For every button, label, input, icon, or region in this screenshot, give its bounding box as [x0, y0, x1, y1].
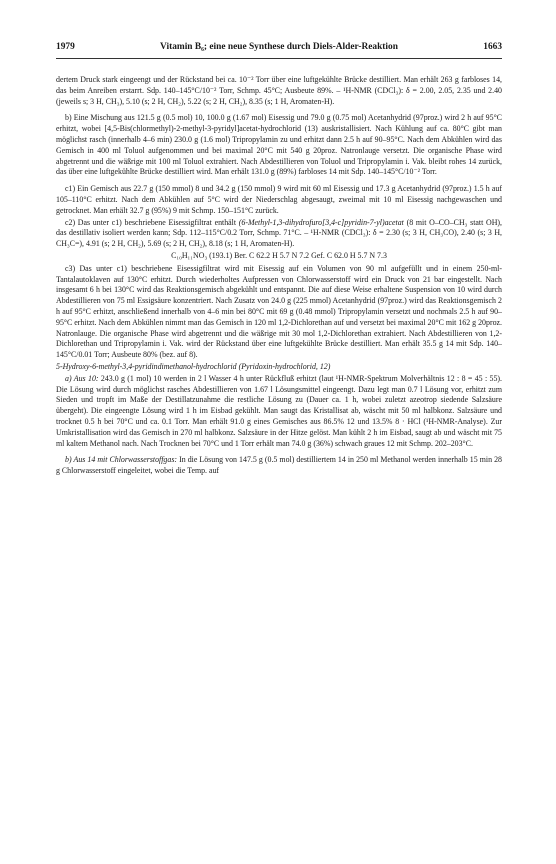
header-rule — [56, 58, 502, 59]
elemental-analysis: C₁₀H₁₁NO₃ (193.1) Ber. C 62.2 H 5.7 N 7.2 Gef. C 62.0 H 5.7 N 7.3 — [171, 250, 387, 260]
paragraph-c1: c1) Ein Gemisch aus 22.7 g (150 mmol) 8 und 34.2 g (150 mmol) 9 wird mit 60 ml Eisessig und 17.3 g Acetanhydrid (97proz.) 1.5 h auf 105–110°C erhitzt. Nach dem Abkühlen auf 5°C wird der Niederschlag abgesaugt, zweimal mit 10 ml Eisessig nachgewaschen und getrocknet. Man erhält 32.7 g (95%) 9 mit Schmp. 150–151°C zurück. — [56, 184, 502, 215]
paragraph-c2-text-b: (8 mit O–CO–CH₃ statt OH), das destillativ isoliert werden kann; Sdp. 112–115°C/0.2 Torr, Schmp. 71°C. – ¹H-NMR (CDCl₃): δ = 2.30 (s; 3 H, CH₃CO), 2.40 (s; 3 H, CH₃C=), 4.91 (s; 2 H, CH₂), 5.69 (s; 2 H, CH₂), 8.18 (s; 1 H, Aromaten-H). — [56, 217, 502, 249]
journal-page — [56, 42, 502, 477]
paragraph-a-text: 243.0 g (1 mol) 10 werden in 2 l Wasser 4 h unter Rückfluß erhitzt (laut ¹H-NMR-Spektrum Molverhältnis 12 : 8 = 45 : 55). Die Lösung wird durch möglichst rasches Abdestillieren von 1.67 l Lösungsmittel eingeengt. Dazu legt man 0.7 l Lösung vor, erhitzt zum Sieden und tropft im Maße der Destillatzunahme die restliche Lösung zu (Dauer ca. 1 h, wobei zuletzt azeotrop siedende Salzsäure übergeht). Die eingeengte Lösung wird 1 h im Eisbad gekühlt. Man saugt das Kristallisat ab, wäscht mit 50 ml halbkonz. Salzsäure und trocknet 0.5 h bei 70°C und ca. 0.1 Torr. Man erhält 91.0 g eines Gemisches aus 86.5% 12 und 13.5% 8 · HCl (¹H-NMR-Analyse). Zur Umkristallisation wird das Gemisch in 270 ml halbkonz. Salzsäure in der Hitze gelöst. Man kühlt 2 h im Eisbad, saugt ab und wäscht mit 75 ml kaltem Methanol nach. Nach Trocknen bei 70°C und 1 Torr erhält man 74.0 g (36%) schwach graues 12 mit Schmp. 202–203°C. — [56, 373, 502, 448]
article-body — [56, 75, 502, 477]
running-title: Vitamin B₆; eine neue Synthese durch Diels-Alder-Reaktion — [160, 42, 398, 52]
paragraph-b: b) Eine Mischung aus 121.5 g (0.5 mol) 10, 100.0 g (1.67 mol) Eisessig und 79.0 g (0.75 mol) Acetanhydrid (97proz.) wird 2 h auf 95°C erhitzt, wobei [4,5-Bis(chlormethyl)-2-methyl-3-pyridyl]acetat-hydrochlorid (13) auskristallisiert. Nach Kühlung auf ca. 80°C gibt man möglichst rasch (innerhalb 4–6 min) 230.0 g (1.6 mol) Tripropylamin zu und erhitzt dann 2.5 h auf 90–95°C. Nach dem Abkühlen wird das Gemisch in 400 ml Toluol aufgenommen und bei maximal 20°C mit 540 g 20proz. Natronlauge versetzt. Die organische Phase wird abgetrennt und die wäßrige mit 100 ml Toluol extrahiert. Nach Abdestillieren von Toluol und Tripropylamin i. Vak. bleibt rohes 14 zurück, das über eine luftgekühlte Brücke destilliert wird. Man erhält 131.0 g (89%) farbloses 14 mit Sdp. 140–145°C/10⁻² Torr. — [56, 113, 502, 177]
paragraph-c2-text-a: c2) Das unter c1) beschriebene Eisessigfiltrat enthält — [65, 217, 239, 227]
page-header — [56, 42, 502, 56]
section-heading-rest: (Pyridoxin-hydrochlorid, 12) — [236, 361, 331, 371]
section-heading — [56, 362, 502, 373]
section-heading-italic: 5-Hydroxy-6-methyl-3,4-pyridindimethanol-hydrochlorid — [56, 361, 237, 371]
page-number-left: 1979 — [56, 42, 75, 52]
paragraph-continuation: dertem Druck stark eingeengt und der Rückstand bei ca. 10⁻² Torr über eine luftgekühlte Brücke destilliert. Man erhält 263 g farbloses 14, das beim Anreiben erstarrt. Sdp. 140–145°C/10⁻² Torr, Schmp. 45°C; Ausbeute 89%. – ¹H-NMR (CDCl₃): δ = 2.00, 2.05, 2.35 und 2.40 (jeweils s; 3 H, CH₃), 5.10 (s; 2 H, CH₂), 5.22 (s; 2 H, CH₂), 8.35 (s; 1 H, Aromaten-H). — [56, 75, 502, 106]
paragraph-c2 — [56, 218, 502, 250]
paragraph-c3: c3) Das unter c1) beschriebene Eisessigfiltrat wird mit Eisessig auf ein Volumen von 90 ml aufgefüllt und in einem 250-ml-Tantalautoklaven auf 130°C erhitzt. Durch wiederholtes Aufpressen von Chlorwasserstoff wird ein Druck von 21 bar eingestellt. Nach insgesamt 6 h bei 130°C wird das Reaktionsgemisch abgekühlt und entspannt. Die auf diese Weise erhaltene Suspension von 10 wird durch Abdestillieren von 75 ml Essigsäure konzentriert. Nach Zusatz von 24.0 g (225 mmol) Acetanhydrid (97proz.) wird das Reaktionsgemisch 2 h auf 95°C erhitzt, anschließend innerhalb von 4–6 min bei 80°C mit 69 g (0.48 mmol) Tripropylamin versetzt und nochmals 2.5 h auf 90–95°C erhitzt. Nach dem Abkühlen nimmt man das Gemisch in 120 ml 1,2-Dichlorethan auf und versetzt bei maximal 20°C mit 162 g 20proz. Natronlauge. Die organische Phase wird abgetrennt und die wäßrige mit 30 mol 1,2-Dichlorethan extrahiert. Nach Abdestillieren von 1,2-Dichlorethan und Tripropylamin i. Vak. wird der Rückstand über eine luftgekühlte Brücke destilliert. Man erhält 35.5 g 14 mit Sdp. 140–145°C/0.01 Torr; Ausbeute 80% (bez. auf 8). — [56, 263, 502, 360]
compound-name-italic: (6-Methyl-1,3-dihydrofuro[3,4-c]pyridin-7-yl)acetat — [238, 217, 404, 227]
page-number-right: 1663 — [483, 42, 502, 52]
paragraph-b-text: In die Lösung von 147.5 g (0.5 mol) destilliertem 14 in 250 ml Methanol werden innerhalb 15 min 28 g Chlorwasserstoff eingeleitet, wobei die Temp. auf — [56, 455, 502, 476]
paragraph-b-label: b) Aus 14 mit Chlorwasserstoffgas: — [65, 455, 178, 465]
paragraph-a-aus-10 — [56, 374, 502, 450]
paragraph-a-label: a) Aus 10: — [65, 373, 99, 383]
paragraph-b-aus-14 — [56, 455, 502, 477]
